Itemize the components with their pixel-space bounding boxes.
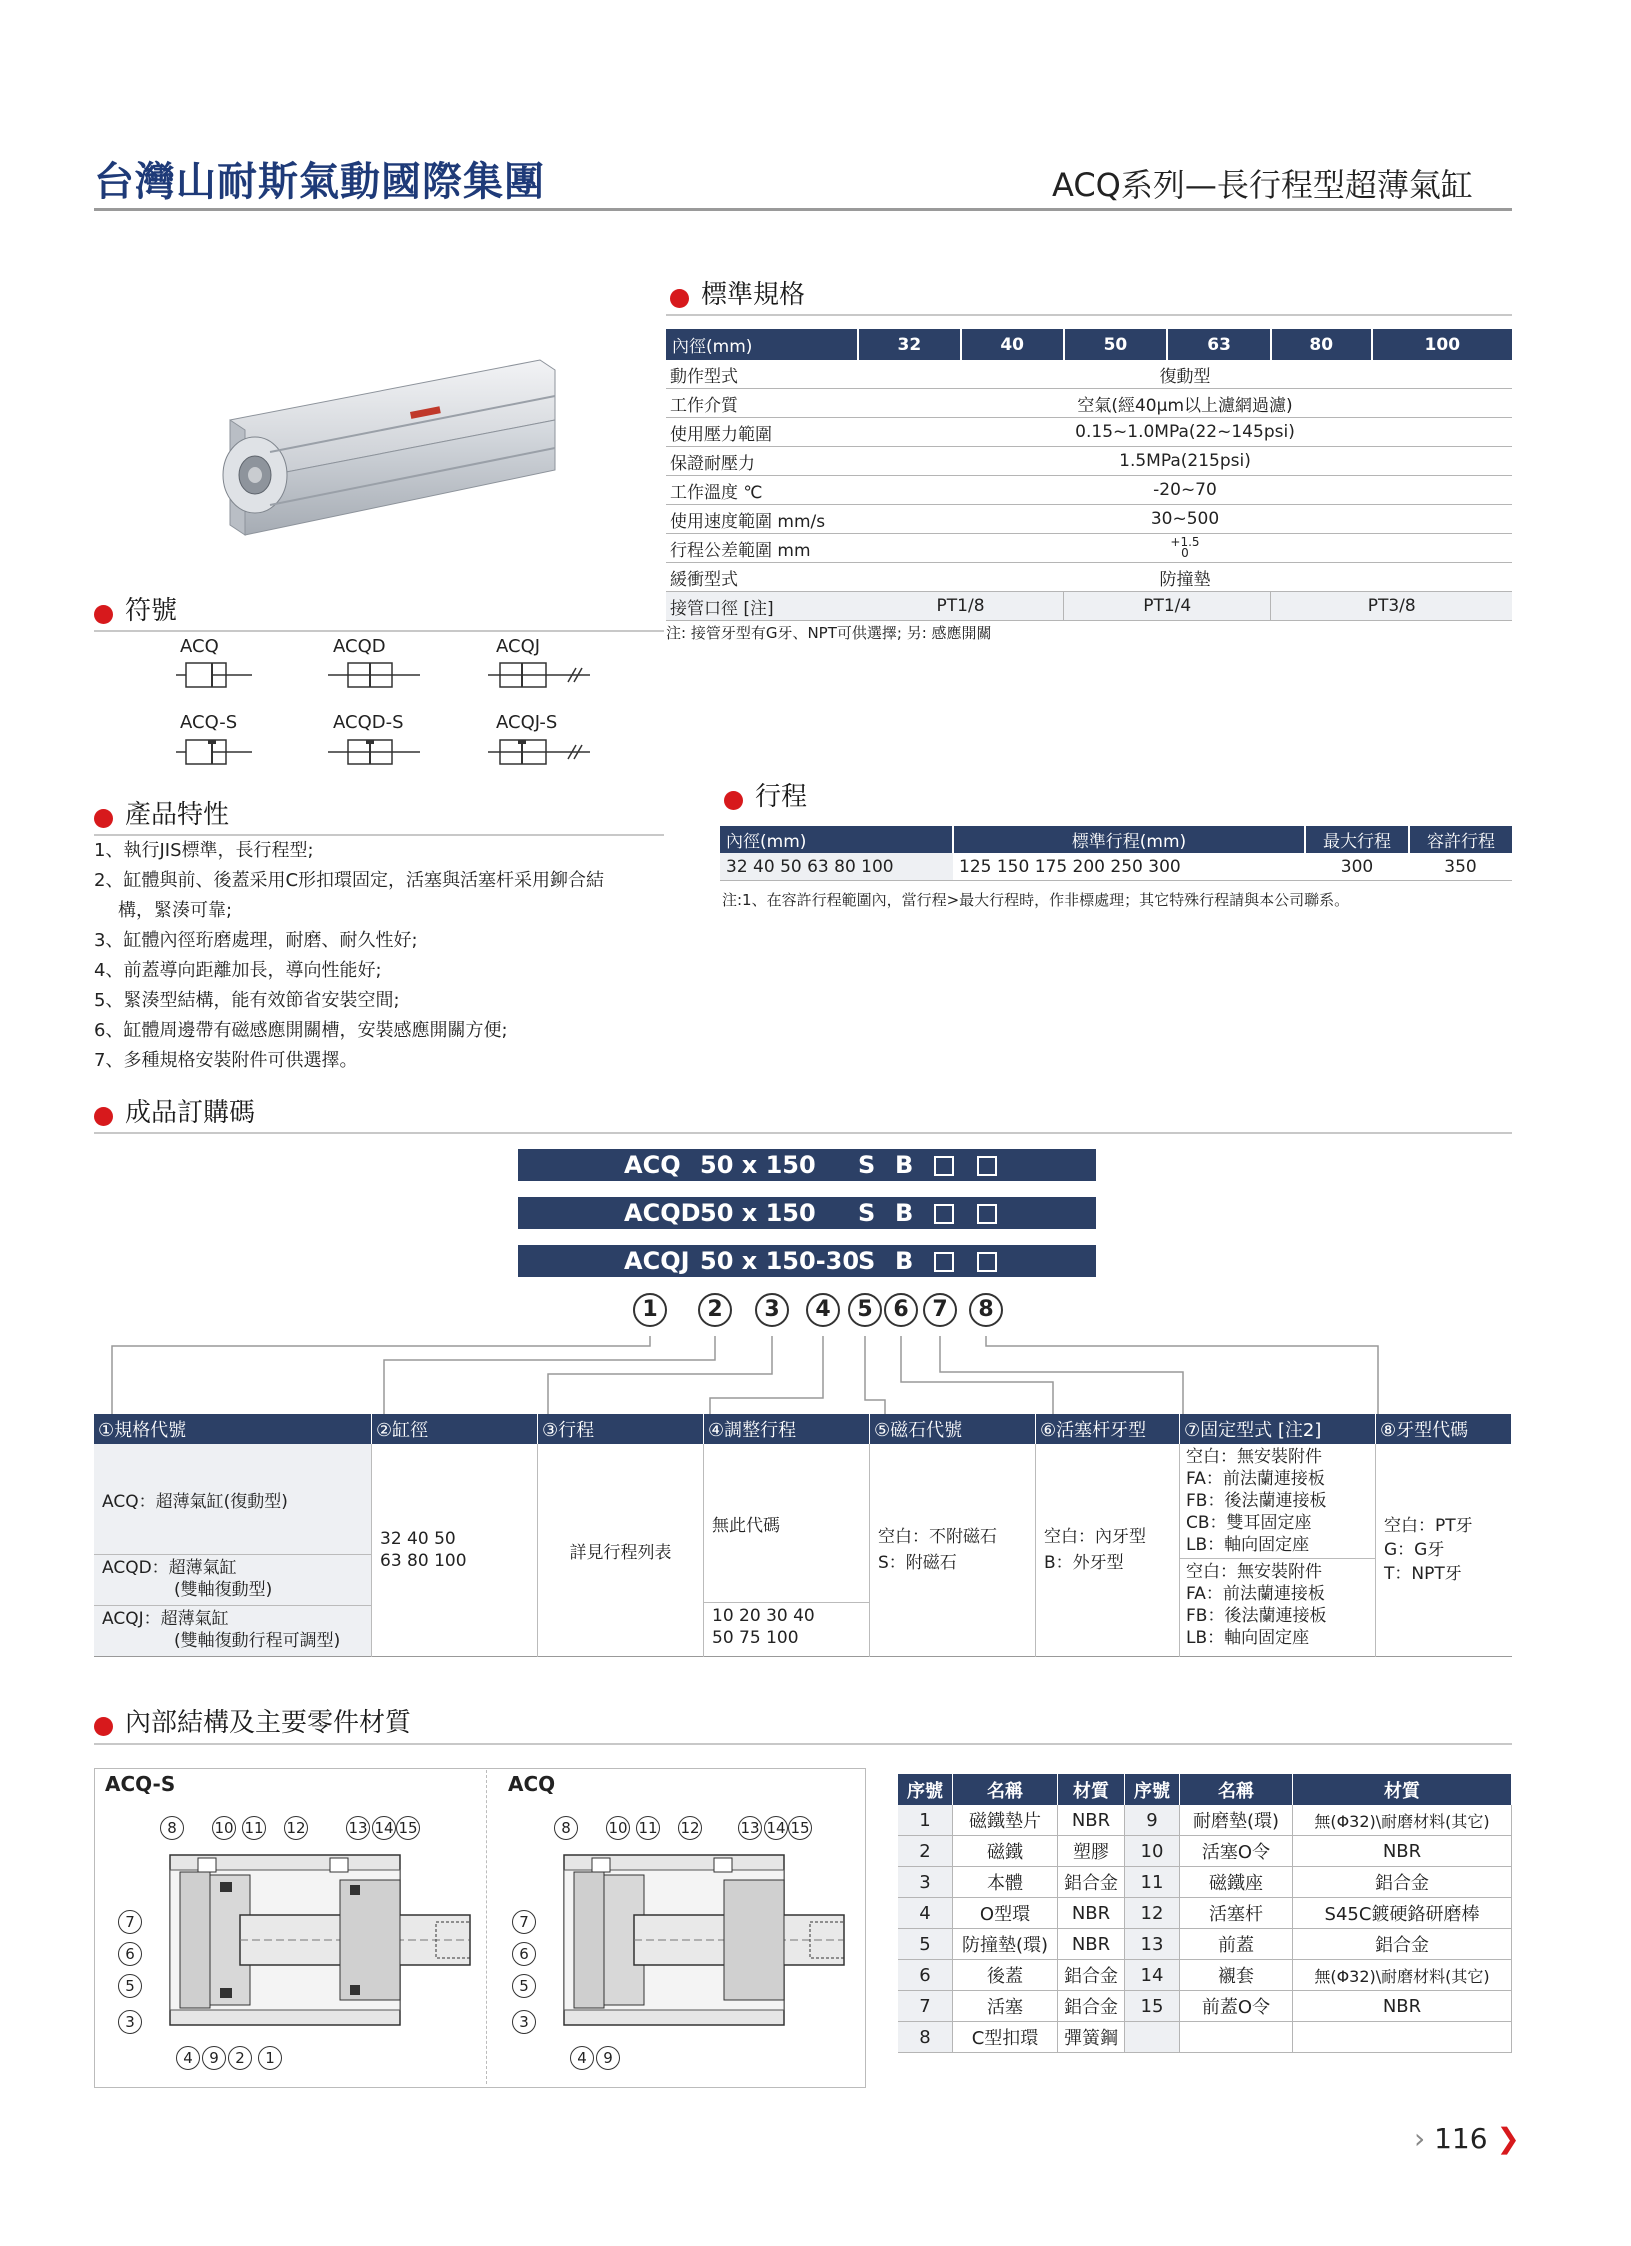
order-header-row [94,1414,1512,1444]
adjust-none: 無此代碼 [704,1444,869,1603]
rod-thread-line: B：外牙型 [1044,1553,1124,1573]
materials-cell: 磁鐵座 [1180,1867,1293,1898]
part-callout: 9 [596,2046,620,2070]
materials-cell: 鋁合金 [1058,1960,1125,1991]
spec-row [666,592,1512,621]
order-number-badge: 6 [884,1293,918,1327]
symbol-label: ACQD-S [333,712,404,733]
drawing-label: ACQ [508,1772,556,1796]
part-callout: 14 [764,1816,788,1840]
materials-cell: 前蓋O令 [1180,1991,1293,2022]
blank-box-icon [934,1204,954,1224]
spec-row-value: 防撞墊 [858,563,1512,592]
part-callout: 6 [118,1942,142,1966]
feature-item: 5、緊湊型結構，能有效節省安裝空間; [94,990,400,1011]
materials-header: 材質 [1293,1774,1512,1805]
mount-line: FA：前法蘭連接板 [1186,1584,1325,1604]
materials-body [898,1805,1512,2053]
materials-row [898,2022,1512,2053]
materials-table [898,1774,1512,2053]
materials-cell: 3 [898,1867,953,1898]
mount-line: FB：後法蘭連接板 [1186,1606,1327,1626]
stroke-header: 容許行程 [1409,826,1512,853]
company-name: 台灣山耐斯氣動國際集團 [94,159,545,205]
materials-cell: 無(Φ32)\耐磨材料(其它) [1293,1960,1512,1991]
spec-row [666,534,1512,563]
part-callout: 3 [118,2010,142,2034]
tolerance-upper: +1.5 [1170,535,1200,549]
bullet-icon [94,1717,113,1736]
order-b: B [895,1199,914,1227]
stroke-header: 標準行程(mm) [953,826,1305,853]
materials-cell: 襯套 [1180,1960,1293,1991]
materials-cell: 前蓋 [1180,1929,1293,1960]
spec-row-label: 行程公差範圍 mm [666,534,858,563]
thread-cell [1376,1444,1512,1657]
mount-line: CB：雙耳固定座 [1186,1513,1312,1533]
materials-cell: S45C鍍硬鉻研磨棒 [1293,1898,1512,1929]
thread-line: 空白：PT牙 [1384,1516,1473,1536]
materials-cell: NBR [1058,1898,1125,1929]
materials-cell: NBR [1058,1805,1125,1836]
order-code-bar-acqj [518,1245,1096,1277]
materials-cell: 13 [1125,1929,1180,1960]
materials-cell: 磁鐵墊片 [953,1805,1058,1836]
adjust-cell [704,1444,870,1657]
spec-row [666,505,1512,534]
order-divider [94,1132,1512,1134]
materials-cell: C型扣環 [953,2022,1058,2053]
materials-cell: 彈簧鋼 [1058,2022,1125,2053]
part-callout: 9 [202,2046,226,2070]
order-number-badge: 7 [923,1293,957,1327]
order-body-row [94,1444,1512,1657]
rod-thread-line: 空白：內牙型 [1044,1527,1146,1547]
blank-box-icon [977,1156,997,1176]
magnet-line: 空白：不附磁石 [878,1527,997,1547]
stroke-header: 內徑(mm) [726,832,807,852]
spec-row-label: 工作介質 [666,389,858,418]
spec-row-label: 保證耐壓力 [666,447,858,476]
order-size: 50 x 150 [700,1151,816,1179]
spec-bore: 50 [1064,329,1168,360]
stroke-header: 最大行程 [1305,826,1409,853]
acq-s-symbol-icon [172,737,258,767]
materials-cell: 12 [1125,1898,1180,1929]
order-size: 50 x 150 [700,1199,816,1227]
symbol-label: ACQD [333,636,386,657]
part-callout: 13 [738,1816,762,1840]
symbol-label: ACQJ [496,636,541,657]
order-s: S [858,1199,876,1227]
magnet-cell [870,1444,1036,1657]
order-number-badge: 8 [969,1293,1003,1327]
feature-item: 4、前蓋導向距離加長，導向性能好; [94,960,382,981]
spec-table [666,329,1512,621]
spec-bore: 80 [1271,329,1372,360]
adjust-values [704,1603,869,1653]
thread-line: T：NPT牙 [1384,1564,1462,1584]
structure-divider-dashed [486,1770,487,2084]
materials-cell: 2 [898,1836,953,1867]
materials-cell: 本體 [953,1867,1058,1898]
part-callout: 4 [570,2046,594,2070]
features-section-title: 產品特性 [94,794,229,831]
spec-bore: 40 [961,329,1064,360]
part-callout: 7 [512,1910,536,1934]
materials-cell: 9 [1125,1805,1180,1836]
mount-line: LB：軸向固定座 [1186,1628,1310,1648]
stroke-header-row [720,826,1512,853]
order-header: ③行程 [538,1414,704,1444]
spec-header-row [666,329,1512,360]
materials-cell: 耐磨墊(環) [1180,1805,1293,1836]
spec-divider [666,314,1512,316]
spec-code-line: ACQD：超薄氣缸 [102,1558,237,1578]
stroke-standard: 125 150 175 200 250 300 [959,856,1181,877]
adjust-line: 10 20 30 40 [712,1606,815,1626]
materials-cell: 8 [898,2022,953,2053]
order-number-badge: 3 [755,1293,789,1327]
spec-row-label: 緩衝型式 [666,563,858,592]
spec-row-value: -20~70 [858,476,1512,505]
spec-code-line: ACQJ：超薄氣缸 [102,1609,229,1629]
spec-bore: 100 [1372,329,1512,360]
materials-cell: NBR [1058,1929,1125,1960]
part-callout: 4 [176,2046,200,2070]
stroke-max: 300 [1340,856,1374,877]
spec-row [666,563,1512,592]
order-header: ⑦固定型式 [注2] [1180,1414,1376,1444]
order-header: ⑤磁石代號 [870,1414,1036,1444]
stroke-table [720,826,1512,881]
acqj-s-symbol-icon [486,737,592,767]
spec-row-value: 0.15~1.0MPa(22~145psi) [858,418,1512,447]
spec-row-label: 接管口徑 [注] [666,592,858,621]
order-header: ④調整行程 [704,1414,870,1444]
order-code-bar-acq [518,1149,1096,1181]
spec-row-label: 使用速度範圍 mm/s [666,505,858,534]
materials-row [898,1960,1512,1991]
port-size: PT1/4 [1064,592,1271,621]
spec-note: 注: 接管牙型有G牙、NPT可供選擇; 另: 感應開關 [666,624,992,642]
materials-cell: 後蓋 [953,1960,1058,1991]
materials-cell: 10 [1125,1836,1180,1867]
materials-row [898,1867,1512,1898]
spec-bore: 63 [1167,329,1271,360]
acq-cross-section [554,1850,854,2030]
order-number-badge: 1 [633,1293,667,1327]
chevron-right-icon: ❯ [1496,2122,1520,2155]
part-callout: 15 [788,1816,812,1840]
stroke-row [720,853,1512,881]
materials-cell: 14 [1125,1960,1180,1991]
materials-header: 名稱 [1180,1774,1293,1805]
materials-cell [1180,2022,1293,2053]
materials-cell: NBR [1293,1836,1512,1867]
part-callout: 11 [242,1816,266,1840]
magnet-line: S：附磁石 [878,1553,957,1573]
port-size: PT3/8 [1271,592,1512,621]
order-code-bar-acqd [518,1197,1096,1229]
bullet-icon [94,809,113,828]
structure-section-title: 內部結構及主要零件材質 [94,1702,411,1739]
materials-row [898,1929,1512,1960]
part-callout: 11 [636,1816,660,1840]
acq-s-cross-section [160,1850,480,2030]
drawing-label: ACQ-S [105,1772,176,1796]
acqd-symbol-icon [326,660,422,690]
feature-item: 1、執行JIS標準，長行程型; [94,840,314,861]
mount-line: LB：軸向固定座 [1186,1535,1310,1555]
rod-thread-cell [1036,1444,1180,1657]
order-model: ACQ [624,1151,681,1179]
part-callout: 8 [554,1816,578,1840]
bullet-icon [670,289,689,308]
order-number-badge: 5 [848,1293,882,1327]
spec-row-label: 工作溫度 ℃ [666,476,858,505]
acqj-symbol-icon [486,660,592,690]
bullet-icon [724,791,743,810]
spec-row-value: 空氣(經40μm以上濾網過濾) [858,389,1512,418]
order-b: B [895,1151,914,1179]
materials-row [898,1991,1512,2022]
part-callout: 3 [512,2010,536,2034]
mount-line: 空白：無安裝附件 [1186,1562,1322,1582]
spec-code-acqj [94,1606,371,1656]
materials-cell: 鋁合金 [1293,1929,1512,1960]
materials-header: 序號 [1125,1774,1180,1805]
spec-code-acq: ACQ：超薄氣缸(復動型) [94,1444,371,1555]
mount-block-b [1180,1559,1375,1655]
symbol-section-title: 符號 [94,590,177,627]
materials-row [898,1898,1512,1929]
thread-line: G：G牙 [1384,1540,1445,1560]
page-footer [1414,2122,1520,2155]
materials-cell: 鋁合金 [1058,1991,1125,2022]
part-callout: 12 [284,1816,308,1840]
materials-cell: 活塞杆 [1180,1898,1293,1929]
order-header: ②缸徑 [372,1414,538,1444]
spec-row [666,476,1512,505]
stroke-tolerance [858,534,1512,563]
order-model: ACQJ [624,1247,690,1275]
bore-line: 63 80 100 [380,1551,467,1571]
part-callout: 7 [118,1910,142,1934]
feature-item: 2、缸體與前、後蓋采用C形扣環固定，活塞與活塞杆采用鉚合結 [94,870,605,891]
spec-row [666,389,1512,418]
cylinder-product-image [210,340,570,570]
spec-code-cell [94,1444,372,1657]
feature-item: 6、缸體周邊帶有磁感應開關槽，安裝感應開關方便; [94,1020,508,1041]
materials-cell: 活塞O令 [1180,1836,1293,1867]
symbol-label: ACQJ-S [496,712,558,733]
spec-row-value: 1.5MPa(215psi) [858,447,1512,476]
bore-line: 32 40 50 [380,1529,456,1549]
series-title: ACQ系列—長行程型超薄氣缸 [1052,166,1473,204]
feature-item: 7、多種規格安裝附件可供選擇。 [94,1050,358,1071]
stroke-section-title: 行程 [724,776,807,813]
spec-row [666,447,1512,476]
materials-cell: 無(Φ32)\耐磨材料(其它) [1293,1805,1512,1836]
materials-cell: 4 [898,1898,953,1929]
order-header: ①規格代號 [94,1414,372,1444]
stroke-cell: 詳見行程列表 [538,1444,704,1657]
features-list [94,836,684,1076]
part-callout: 2 [228,2046,252,2070]
materials-cell: O型環 [953,1898,1058,1929]
structure-divider [94,1743,1512,1745]
materials-cell [1125,2022,1180,2053]
part-callout: 5 [512,1974,536,1998]
symbol-label: ACQ-S [180,712,238,733]
spec-code-acqd [94,1555,371,1606]
stroke-note: 注:1、在容許行程範圍內，當行程>最大行程時，作非標處理；其它特殊行程請與本公司聯系。 [722,891,1350,909]
stroke-bores: 32 40 50 63 80 100 [720,853,953,881]
chevron-right-icon: › [1414,2122,1426,2155]
materials-cell: NBR [1293,1991,1512,2022]
spec-row-label: 使用壓力範圍 [666,418,858,447]
part-callout: 10 [212,1816,236,1840]
part-callout: 1 [258,2046,282,2070]
order-header: ⑥活塞杆牙型 [1036,1414,1180,1444]
materials-cell: 7 [898,1991,953,2022]
adjust-line: 50 75 100 [712,1628,799,1648]
spec-code-line: (雙軸復動型) [174,1580,273,1600]
blank-box-icon [934,1156,954,1176]
part-callout: 10 [606,1816,630,1840]
materials-cell: 5 [898,1929,953,1960]
bore-cell [372,1444,538,1657]
mount-line: 空白：無安裝附件 [1186,1447,1322,1467]
bullet-icon [94,1107,113,1126]
mount-block-a [1180,1444,1375,1559]
order-table [94,1414,1512,1657]
acq-symbol-icon [172,660,258,690]
order-number-badge: 2 [698,1293,732,1327]
materials-cell: 鋁合金 [1293,1867,1512,1898]
order-header: ⑧牙型代碼 [1376,1414,1512,1444]
materials-row [898,1836,1512,1867]
acqd-s-symbol-icon [326,737,422,767]
materials-cell: 15 [1125,1991,1180,2022]
materials-row [898,1805,1512,1836]
order-number-badge: 4 [806,1293,840,1327]
spec-row-value: 復動型 [858,360,1512,389]
materials-header: 名稱 [953,1774,1058,1805]
blank-box-icon [977,1252,997,1272]
part-callout: 8 [160,1816,184,1840]
symbol-label: ACQ [180,636,219,657]
materials-cell: 防撞墊(環) [953,1929,1058,1960]
part-callout: 13 [346,1816,370,1840]
feature-item: 構，緊湊可靠; [118,900,233,921]
part-callout: 14 [372,1816,396,1840]
spec-bore: 32 [858,329,961,360]
bullet-icon [94,605,113,624]
tolerance-lower: 0 [1181,546,1189,560]
spec-row-value: 30~500 [858,505,1512,534]
materials-cell: 磁鐵 [953,1836,1058,1867]
port-size: PT1/8 [858,592,1064,621]
materials-cell: 活塞 [953,1991,1058,2022]
order-section-title: 成品訂購碼 [94,1092,255,1129]
header-divider [94,208,1512,211]
part-callout: 6 [512,1942,536,1966]
materials-header-row [898,1774,1512,1805]
part-callout: 15 [396,1816,420,1840]
symbol-divider [94,630,664,632]
mount-line: FA：前法蘭連接板 [1186,1469,1325,1489]
spec-section-title: 標準規格 [670,274,805,311]
mount-line: FB：後法蘭連接板 [1186,1491,1327,1511]
order-s: S [858,1247,876,1275]
materials-cell: 1 [898,1805,953,1836]
materials-cell [1293,2022,1512,2053]
materials-header: 材質 [1058,1774,1125,1805]
materials-cell: 鋁合金 [1058,1867,1125,1898]
order-s: S [858,1151,876,1179]
spec-header-label: 內徑(mm) [672,337,753,357]
spec-row [666,418,1512,447]
spec-row [666,360,1512,389]
materials-header: 序號 [898,1774,953,1805]
order-b: B [895,1247,914,1275]
materials-cell: 塑膠 [1058,1836,1125,1867]
stroke-allowed: 350 [1444,856,1477,877]
spec-row-label: 動作型式 [666,360,858,389]
spec-code-line: (雙軸復動行程可調型) [174,1631,341,1651]
blank-box-icon [977,1204,997,1224]
mount-cell [1180,1444,1376,1657]
part-callout: 12 [678,1816,702,1840]
blank-box-icon [934,1252,954,1272]
order-model: ACQD [624,1199,701,1227]
materials-cell: 6 [898,1960,953,1991]
page-number: 116 [1434,2122,1488,2155]
materials-cell: 11 [1125,1867,1180,1898]
part-callout: 5 [118,1974,142,1998]
order-size: 50 x 150-30 [700,1247,860,1275]
feature-item: 3、缸體內徑珩磨處理，耐磨、耐久性好; [94,930,418,951]
